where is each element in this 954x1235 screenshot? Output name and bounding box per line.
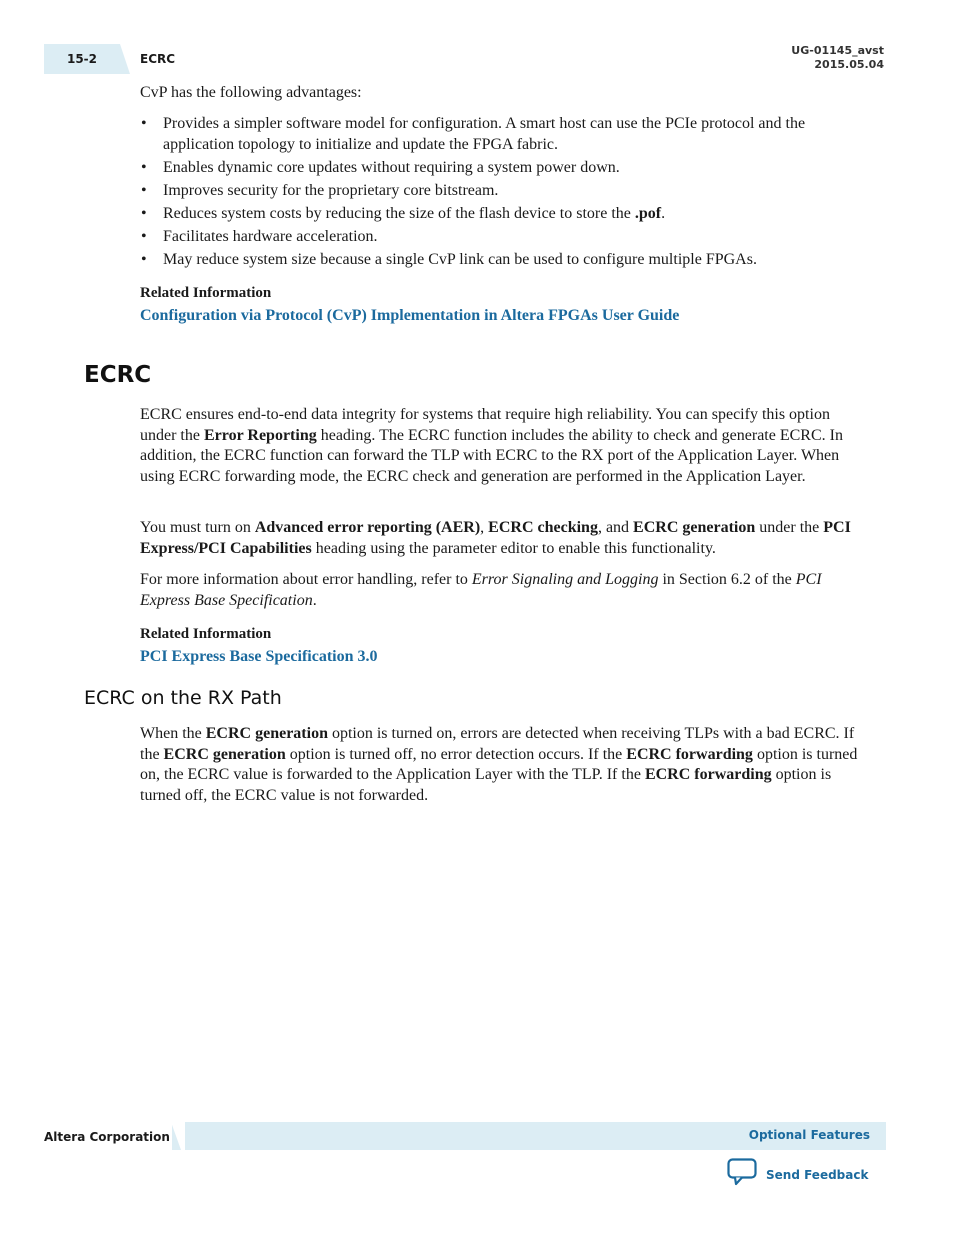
rx-path-paragraph: When the ECRC generation option is turned on, errors are detected when receiving TLPs with a bad ECRC. If the ECRC generation option is turned off, no error detection occurs. If the ECRC forwarding option is turned on, the ECRC value is forwarded to the Application Layer with the TLP. If the ECRC forwarding option is turned off, the ECRC value is not forwarded. — [140, 725, 858, 804]
subsection-heading-rx-path: ECRC on the RX Path — [84, 687, 282, 709]
footer-chapter-link[interactable]: Optional Features — [748, 1128, 870, 1142]
list-item: • Enables dynamic core updates without requiring a system power down. — [140, 158, 870, 179]
ecrc-paragraph-3: For more information about error handling, refer to Error Signaling and Logging in Section 6.2 of the PCI Express Base Specification. — [140, 571, 822, 609]
pcie-base-spec-link[interactable]: PCI Express Base Specification 3.0 — [140, 648, 378, 665]
speech-bubble-icon — [727, 1158, 757, 1191]
list-item: • Provides a simpler software model for configuration. A smart host can use the PCIe protocol and the application topology to initialize and update the FPGA fabric. — [140, 114, 870, 155]
cvp-user-guide-link[interactable]: Configuration via Protocol (CvP) Implementation in Altera FPGAs User Guide — [140, 307, 680, 324]
ecrc-paragraph-2: You must turn on Advanced error reporting (AER), ECRC checking, and ECRC generation under the PCI Express/PCI Capabilities heading using the parameter editor to enable this functionality. — [140, 519, 851, 557]
list-item: • Facilitates hardware acceleration. — [140, 227, 870, 248]
send-feedback-button[interactable] — [727, 1158, 868, 1191]
list-item: • Improves security for the proprietary core bitstream. — [140, 181, 870, 202]
list-item: • Reduces system costs by reducing the size of the flash device to store the .pof. — [140, 204, 870, 225]
ecrc-paragraph-1: ECRC ensures end-to-end data integrity for systems that require high reliability. You can specify this option under the Error Reporting heading. The ECRC function includes the ability to check and generate ECRC. In addition, the ECRC function can forward the TLP with ECRC to the RX port of the Application Layer. When using ECRC forwarding mode, the ECRC check and generation are performed in the Application Layer. — [140, 406, 843, 485]
document-date: 2015.05.04 — [814, 58, 884, 71]
page-number: 15-2 — [66, 52, 98, 66]
related-information-label: Related Information — [140, 285, 272, 301]
footer-company: Altera Corporation — [44, 1130, 170, 1144]
document-id-block — [791, 44, 884, 72]
send-feedback-label: Send Feedback — [766, 1167, 869, 1182]
document-id: UG-01145_avst — [791, 44, 884, 57]
cvp-advantages-list — [140, 114, 870, 273]
section-heading-ecrc: ECRC — [84, 362, 152, 388]
list-item: • May reduce system size because a single CvP link can be used to configure multiple FPGAs. — [140, 250, 870, 271]
running-section-title: ECRC — [140, 52, 176, 66]
related-information-label: Related Information — [140, 626, 272, 642]
cvp-intro: CvP has the following advantages: — [140, 84, 362, 101]
